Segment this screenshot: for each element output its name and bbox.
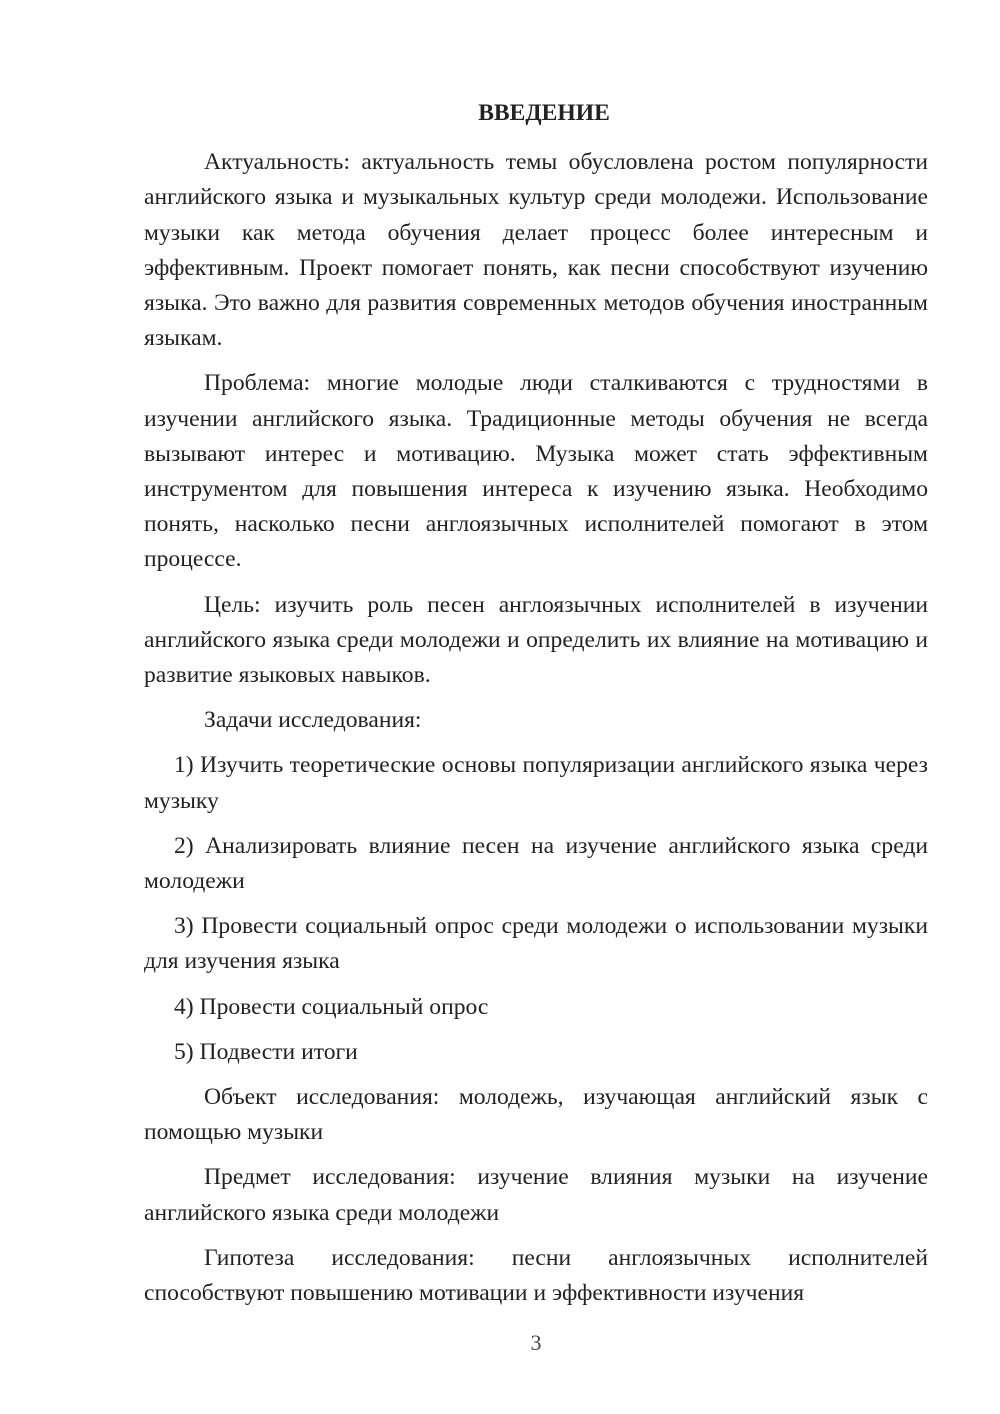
document-page [144,96,928,1321]
task-item: 4) Провести социальный опрос [174,993,489,1020]
page-number: 3 [530,1330,542,1355]
task-item: 1) Изучить теоретические основы популяризации английского языка через музыку [144,752,928,814]
task-item: 5) Подвести итоги [174,1038,358,1065]
paragraph-object: Объект исследования: молодежь, изучающая английский язык с помощью музыки [144,1084,928,1146]
tasks-heading: Задачи исследования: [204,707,422,734]
document-title: ВВЕДЕНИЕ [478,100,610,126]
paragraph-relevance: Актуальность: актуальность темы обусловлена ростом популярности английского языка и музыкальных культур среди молодежи. Использование музыки как метода обучения делает процесс более интересным и эффективным. Проект помогает понять, как песни способствуют изучению языка. Это важно для развития современных методов обучения иностранным языкам. [144,149,928,352]
paragraph-problem: Проблема: многие молодые люди сталкиваются с трудностями в изучении английского языка. Традиционные методы обучения не всегда вызывают интерес и мотивацию. Музыка может стать эффективным инструментом для повышения интереса к изучению языка. Необходимо понять, насколько песни англоязычных исполнителей помогают в этом процессе. [144,370,928,573]
paragraph-goal: Цель: изучить роль песен англоязычных исполнителей в изучении английского языка среди молодежи и определить их влияние на мотивацию и развитие языковых навыков. [144,591,928,689]
paragraph-hypothesis: Гипотеза исследования: песни англоязычных исполнителей способствуют повышению мотивации и эффективности изучения [144,1244,928,1307]
paragraph-subject: Предмет исследования: изучение влияния музыки на изучение английского языка среди молодежи [144,1164,928,1226]
task-item: 2) Анализировать влияние песен на изучение английского языка среди молодежи [144,832,928,895]
task-item: 3) Провести социальный опрос среди молодежи о использовании музыки для изучения языка [144,913,928,975]
